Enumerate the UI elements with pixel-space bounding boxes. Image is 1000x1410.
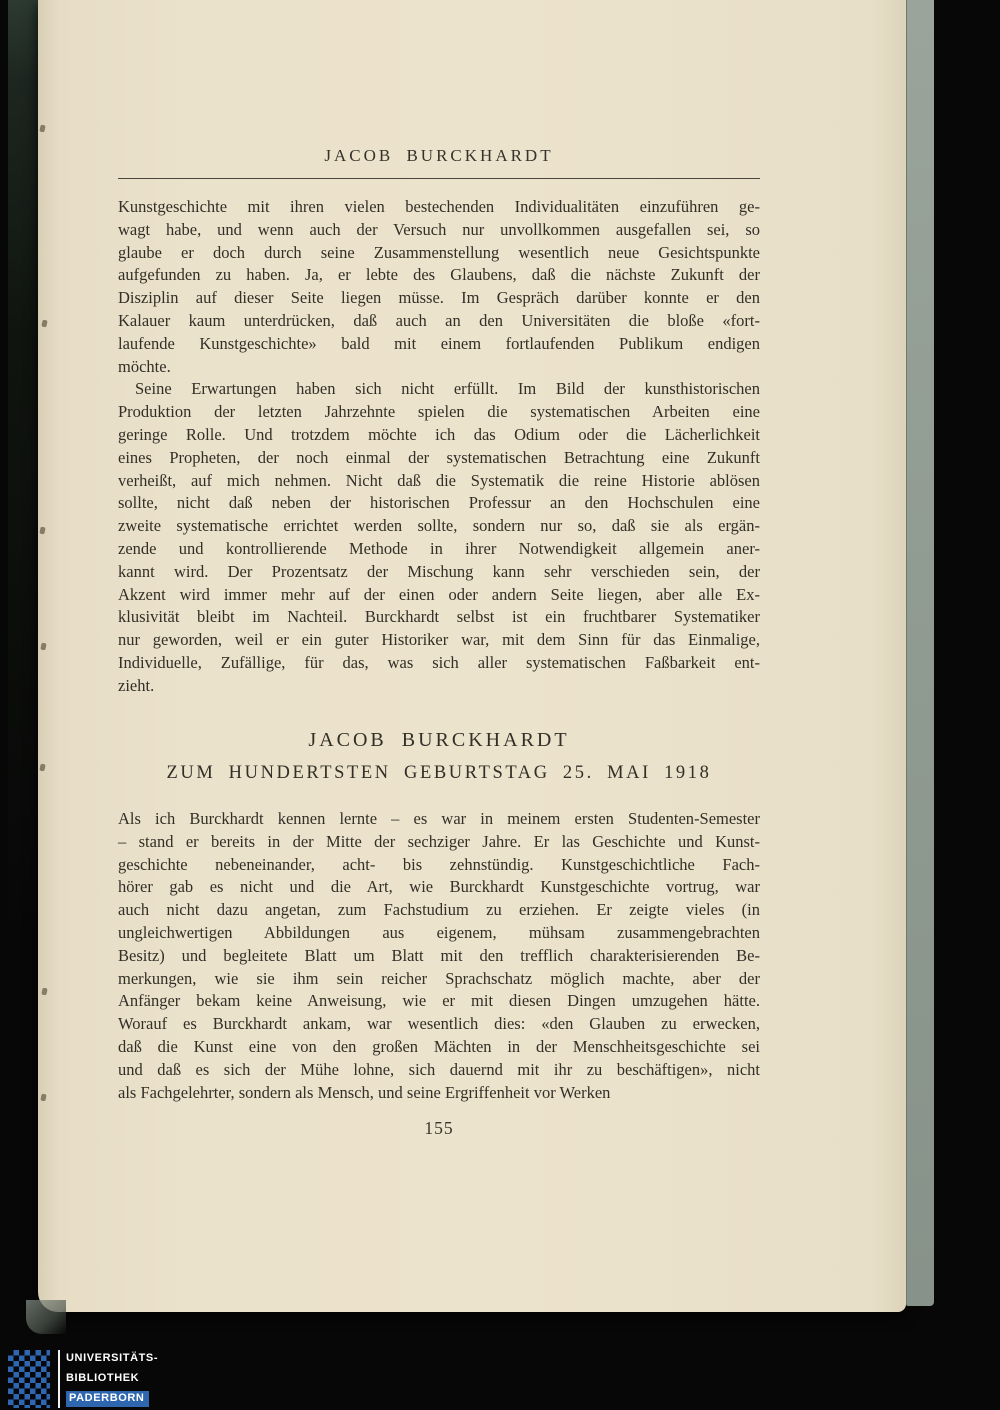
text-line: geringe Rolle. Und trotzdem möchte ich das Odium oder die Lächerlichkeit [118, 424, 760, 444]
text-line: Anfänger bekam keine Anweisung, wie er mit diesen Dingen umzugehen hätte. [118, 991, 760, 1011]
text-line: eines Propheten, der noch einmal der systematischen Betrachtung eine Zukunft [118, 447, 760, 467]
text-line: möchte. [118, 356, 171, 376]
text-line: Seine Erwartungen haben sich nicht erfüllt. Im Bild der kunsthistorischen [135, 379, 760, 399]
stamp-line-3: PADERBORN [66, 1391, 149, 1407]
text-line: zweite systematische errichtet werden sollte, sondern nur so, daß sie als ergän- [118, 516, 760, 536]
text-line: Produktion der letzten Jahrzehnte spielen die systematischen Arbeiten eine [118, 402, 760, 422]
text-line: Individuelle, Zufällige, für das, was sich aller systematischen Faßbarkeit ent- [118, 652, 760, 672]
section-heading [118, 729, 760, 784]
book-page [38, 0, 906, 1312]
section-heading-subtitle: ZUM HUNDERTSTEN GEBURTSTAG 25. MAI 1918 [166, 763, 712, 783]
body-text-block-1 [118, 196, 760, 698]
text-line: Worauf es Burckhardt ankam, war wesentlich dies: «den Glauben zu erwecken, [118, 1014, 760, 1034]
body-text-block-2 [118, 808, 760, 1104]
text-line: sollte, nicht daß neben der historischen Professur an den Hochschulen eine [118, 493, 760, 513]
text-line: merkungen, wie sie ihm sein reicher Sprachschatz möglich machte, aber der [118, 968, 760, 988]
text-line: laufende Kunstgeschichte» bald mit einem fortlaufenden Publikum endigen [118, 333, 760, 353]
text-line: Als ich Burckhardt kennen lernte – es war in meinem ersten Studenten-Semester [118, 809, 760, 828]
text-line: klusivität bleibt im Nachteil. Burckhardt selbst ist ein fruchtbarer Systematiker [118, 607, 760, 627]
text-line: hörer gab es nicht und die Art, wie Burckhardt Kunstgeschichte vortrug, war [118, 877, 760, 897]
stamp-divider [58, 1350, 60, 1408]
text-line: aufgefunden zu haben. Ja, er lebte des Glaubens, daß die nächste Zukunft der [118, 265, 760, 285]
text-line: und daß es sich der Mühe lohne, sich dauernd mit ihr zu beschäftigen», nicht [118, 1059, 760, 1079]
text-line: Disziplin auf dieser Seite liegen müsse. Im Gespräch darüber konnte er den [118, 288, 760, 308]
text-line: – stand er bereits in der Mitte der sechziger Jahre. Er las Geschichte und Kunst- [118, 831, 760, 851]
page-corner-glimpse [26, 1300, 66, 1334]
paragraph [118, 808, 760, 1104]
text-line: wagt habe, und wenn auch der Versuch nur unvollkommen ausgefallen sei, so [118, 219, 760, 239]
text-line: verheißt, auf mich nehmen. Nicht daß die Systematik die reine Historie ablösen [118, 470, 760, 490]
text-line: auch nicht dazu angetan, zum Fachstudium zu erziehen. Er zeigte vieles (in [118, 900, 760, 920]
library-stamp-text [66, 1350, 158, 1408]
text-line: kannt wird. Der Prozentsatz der Mischung kann sehr verschieden sein, der [118, 561, 760, 581]
library-stamp [8, 1350, 158, 1408]
text-line: Kunstgeschichte mit ihren vielen bestechenden Individualitäten einzuführen ge- [118, 197, 760, 216]
page-number: 155 [424, 1118, 454, 1138]
section-heading-title: JACOB BURCKHARDT [308, 729, 570, 751]
paragraph [118, 378, 760, 697]
book-spine [8, 0, 38, 1340]
text-line: zieht. [118, 675, 155, 695]
stamp-line-2: BIBLIOTHEK [66, 1371, 140, 1384]
text-line: geschichte nebeneinander, acht- bis zehnstündig. Kunstgeschichtliche Fach- [118, 854, 760, 874]
text-line: zende und kontrollierende Methode in ihrer Notwendigkeit allgemein aner- [118, 538, 760, 558]
text-line: Akzent wird immer mehr auf der einen oder andern Seite liegen, aber alle Ex- [118, 584, 760, 604]
header-rule [118, 178, 760, 179]
text-line: daß die Kunst eine von den großen Mächten in der Menschheitsgeschichte sei [118, 1036, 760, 1056]
paragraph [118, 196, 760, 378]
running-header: JACOB BURCKHARDT [324, 146, 554, 165]
book-cover-edge [906, 0, 934, 1306]
text-line: ungleichwertigen Abbildungen aus eigenem, mühsam zusammengebrachten [118, 922, 760, 942]
pixel-pattern-icon [8, 1350, 50, 1408]
stamp-line-1: UNIVERSITÄTS- [66, 1352, 159, 1364]
text-line: Besitz) und begleitete Blatt um Blatt mit den trefflich charakterisierenden Be- [118, 945, 760, 965]
text-line: Kalauer kaum unterdrücken, daß auch an den Universitäten die bloße «fort- [118, 310, 760, 330]
text-line: nur geworden, weil er ein guter Historiker war, mit dem Sinn für das Einmalige, [118, 630, 760, 650]
text-line: als Fachgelehrter, sondern als Mensch, und seine Ergriffenheit vor Werken [118, 1082, 611, 1102]
text-line: glaube er doch durch seine Zusammenstellung wesentlich neue Gesichtspunkte [118, 242, 760, 262]
